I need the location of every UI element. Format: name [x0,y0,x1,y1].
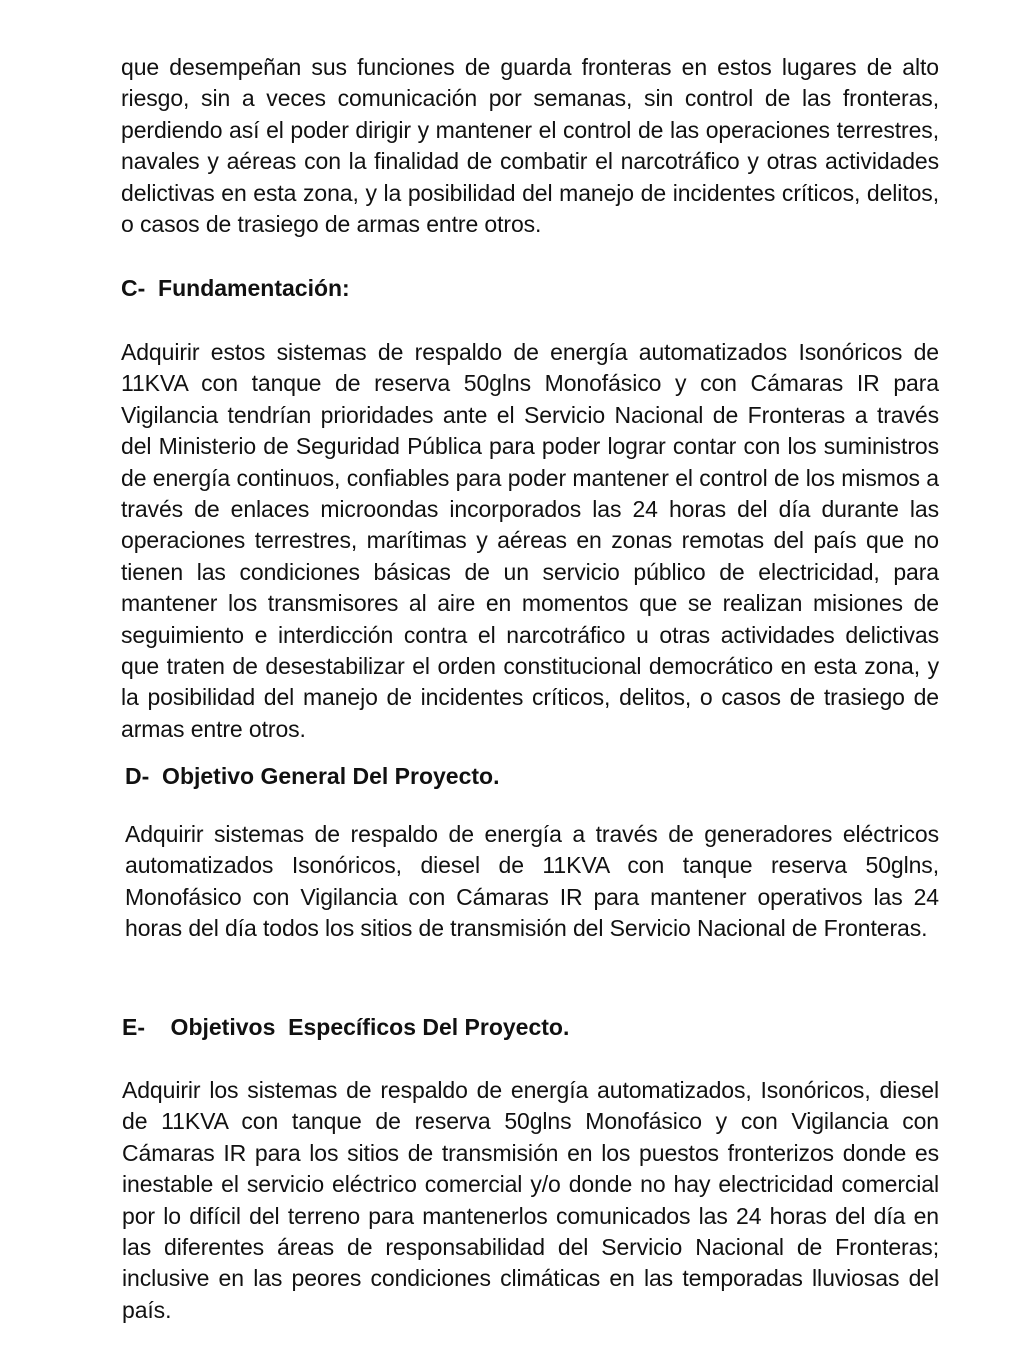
section-c-body: Adquirir estos sistemas de respaldo de energía automatizados Isonóricos de 11KVA con tanque de reserva 50glns Monofásico y con Cámaras IR para Vigilancia tendrían prioridades ante el Servicio Nacional de Fronteras a través del Ministerio de Seguridad Pública para poder lograr contar con los suministros de energía continuos, confiables para poder mantener el control de los mismos a través de enlaces microondas incorporados las 24 horas del día durante las operaciones terrestres, marítimas y aéreas en zonas remotas del país que no tienen las condiciones básicas de un servicio público de electricidad, para mantener los transmisores al aire en momentos que se realizan misiones de seguimiento e interdicción contra el narcotráfico u otras actividades delictivas que traten de desestabilizar el orden constitucional democrático en esta zona, y la posibilidad del manejo de incidentes críticos, delitos, o casos de trasiego de armas entre otros. [121,339,939,742]
section-e-heading: E- Objetivos Específicos Del Proyecto. [122,1014,570,1040]
section-c-heading: C- Fundamentación: [121,275,350,301]
section-d-body: Adquirir sistemas de respaldo de energía a través de generadores eléctricos automatizados Isonóricos, diesel de 11KVA con tanque reserva 50glns, Monofásico con Vigilancia con Cámaras IR para mantener operativos las 24 horas del día todos los sitios de transmisión del Servicio Nacional de Fronteras. [125,821,939,942]
intro-paragraph: que desempeñan sus funciones de guarda fronteras en estos lugares de alto riesgo, sin a veces comunicación por semanas, sin control de las fronteras, perdiendo así el poder dirigir y mantener el control de las operaciones terrestres, navales y aéreas con la finalidad de combatir el narcotráfico y otras actividades delictivas en esta zona, y la posibilidad del manejo de incidentes críticos, delitos, o casos de trasiego de armas entre otros. [121,54,939,238]
section-d-heading: D- Objetivo General Del Proyecto. [125,763,500,789]
section-e-body: Adquirir los sistemas de respaldo de energía automatizados, Isonóricos, diesel de 11KVA con tanque de reserva 50glns Monofásico y con Vigilancia con Cámaras IR para los sitios de transmisión en los puestos fronterizos donde es inestable el servicio eléctrico comercial y/o donde no hay electricidad comercial por lo difícil del terreno para mantenerlos comunicados las 24 horas del día en las diferentes áreas de responsabilidad del Servicio Nacional de Fronteras; inclusive en las peores condiciones climáticas en las temporadas lluviosas del país. [122,1077,939,1323]
